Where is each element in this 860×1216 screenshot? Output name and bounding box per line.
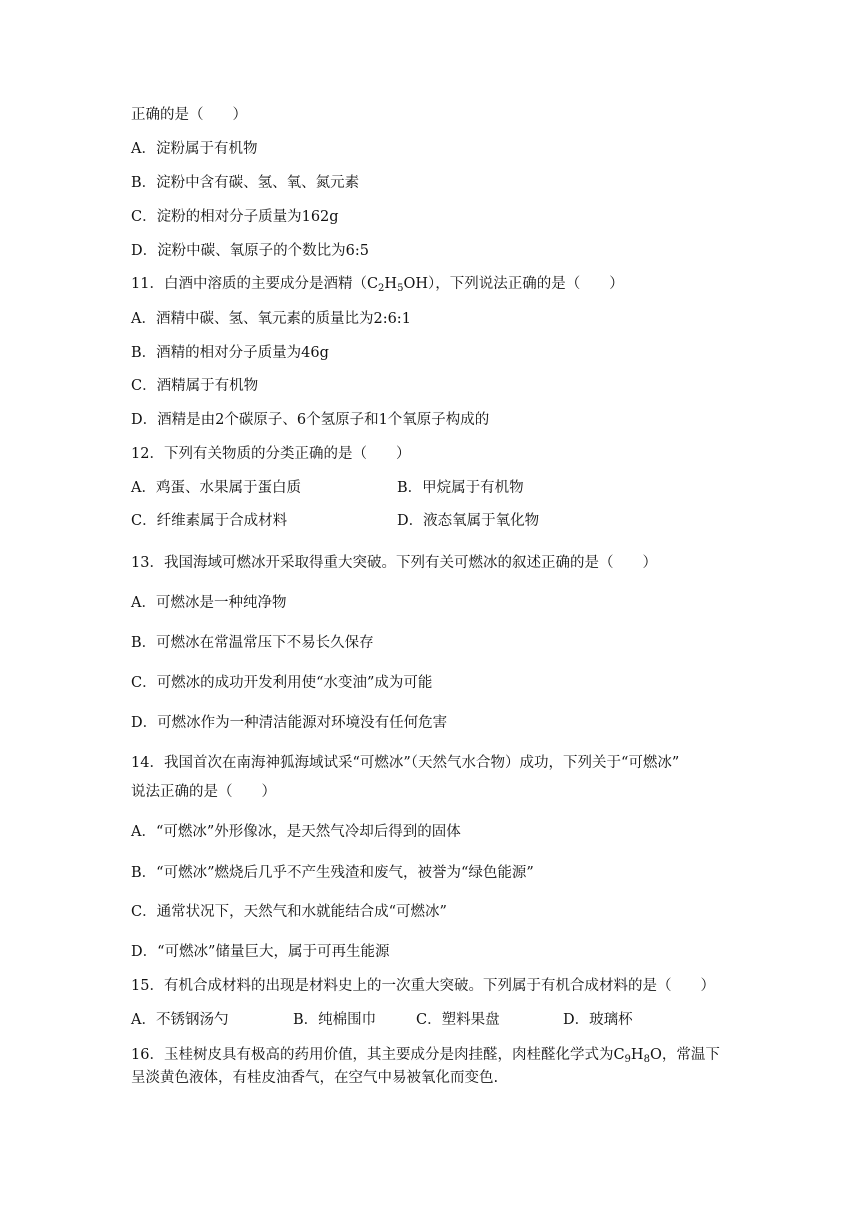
q10-option-b: B．淀粉中含有碳、氢、氧、氮元素 [131, 175, 360, 191]
q13-option-b: B．可燃冰在常温常压下不易长久保存 [131, 635, 374, 651]
q12-option-a: A．鸡蛋、水果属于蛋白质 [131, 480, 301, 496]
q14-option-d: D．“可燃冰”储量巨大，属于可再生能源 [131, 944, 390, 960]
q10-option-d: D．淀粉中碳、氧原子的个数比为6:5 [131, 243, 369, 259]
q15-option-a: A．不锈钢汤勺 [131, 1012, 229, 1028]
q11-option-a: A．酒精中碳、氢、氧元素的质量比为2:6:1 [131, 311, 411, 327]
q14-option-c: C．通常状况下，天然气和水就能结合成“可燃冰” [131, 904, 447, 920]
q12-stem: 12．下列有关物质的分类正确的是（ ） [131, 446, 411, 462]
q16-stem-line2: 呈淡黄色液体，有桂皮油香气，在空气中易被氧化而变色. [131, 1070, 499, 1086]
q13-option-d: D．可燃冰作为一种清洁能源对环境没有任何危害 [131, 715, 448, 731]
q15-option-d: D．玻璃杯 [563, 1012, 633, 1028]
q14-option-b: B．“可燃冰”燃烧后几乎不产生残渣和废气，被誉为“绿色能源” [131, 865, 534, 881]
q11-option-d: D．酒精是由2个碳原子、6个氢原子和1个氧原子构成的 [131, 412, 490, 428]
q14-option-a: A．“可燃冰”外形像冰，是天然气冷却后得到的固体 [131, 824, 461, 840]
q10-stem-end: 正确的是（ ） [131, 107, 247, 123]
q11-option-b: B．酒精的相对分子质量为46g [131, 345, 329, 361]
q14-stem-line2: 说法正确的是（ ） [131, 784, 276, 800]
q10-option-a: A．淀粉属于有机物 [131, 141, 258, 157]
q15-stem: 15．有机合成材料的出现是材料史上的一次重大突破。下列属于有机合成材料的是（ ） [131, 978, 715, 994]
q13-stem: 13．我国海域可燃冰开采取得重大突破。下列有关可燃冰的叙述正确的是（ ） [131, 555, 657, 571]
q12-option-c: C．纤维素属于合成材料 [131, 513, 288, 529]
q16-stem-line1: 16．玉桂树皮具有极高的药用价值，其主要成分是肉挂醛，肉桂醛化学式为$C_9H_8O$，常温下 [131, 1047, 720, 1065]
q13-option-a: A．可燃冰是一种纯净物 [131, 595, 287, 611]
q15-option-c: C．塑料果盘 [416, 1012, 500, 1028]
q14-stem-line1: 14．我国首次在南海神狐海域试采“可燃冰”（天然气水合物）成功，下列关于“可燃冰” [131, 755, 680, 771]
q13-option-c: C．可燃冰的成功开发利用使“水变油”成为可能 [131, 675, 433, 691]
q15-option-b: B．纯棉围巾 [293, 1012, 377, 1028]
q12-option-b: B．甲烷属于有机物 [397, 480, 524, 496]
q11-option-c: C．酒精属于有机物 [131, 378, 259, 394]
q11-stem: 11．白酒中溶质的主要成分是酒精$(C_2H_5OH)$，下列说法正确的是（ ） [131, 276, 624, 294]
q12-option-d: D．液态氧属于氧化物 [397, 513, 540, 529]
q10-option-c: C．淀粉的相对分子质量为162g [131, 209, 339, 225]
